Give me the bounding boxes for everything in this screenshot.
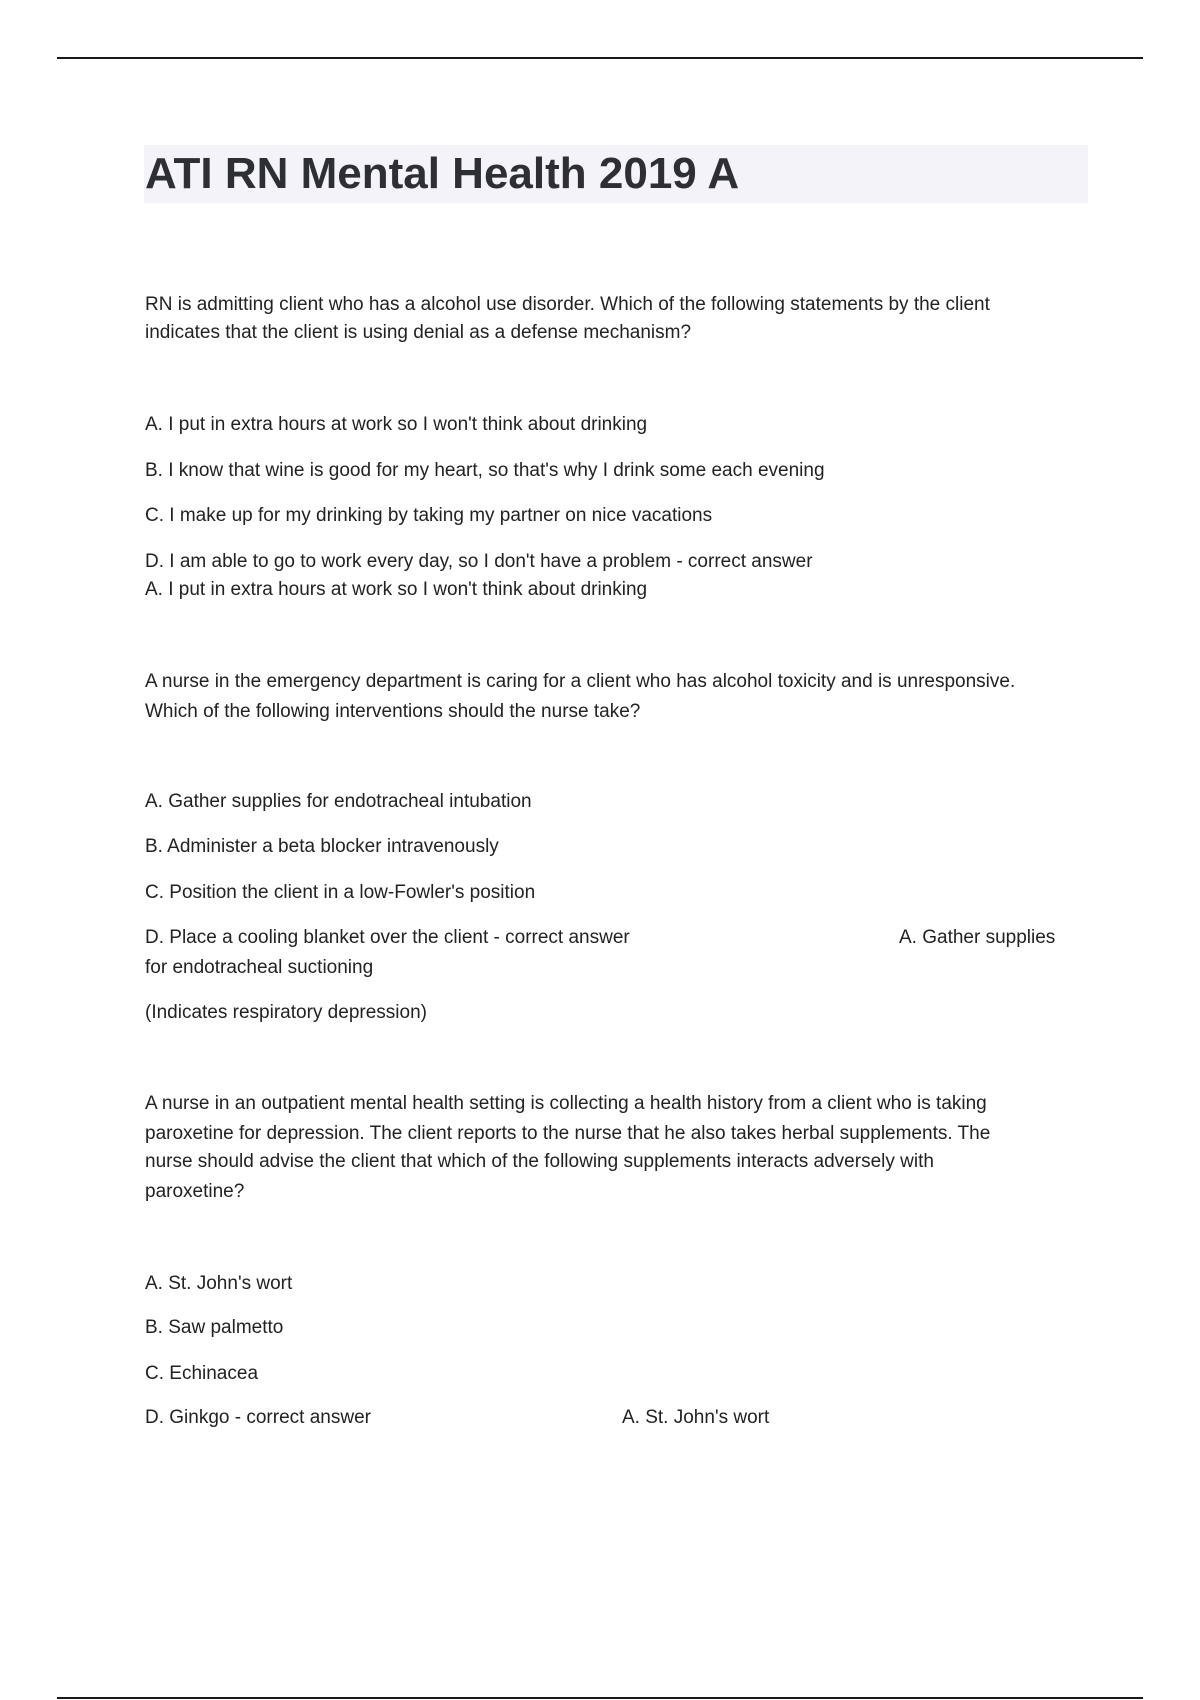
question-2-option-a: A. Gather supplies for endotracheal intubation: [145, 791, 532, 812]
question-2-stem-line-1: A nurse in the emergency department is caring for a client who has alcohol toxicity and is unresponsive.: [145, 671, 1016, 692]
question-3-stem-line-3: nurse should advise the client that which of the following supplements interacts adversely with: [145, 1151, 934, 1172]
question-2-option-c: C. Position the client in a low-Fowler's position: [145, 882, 536, 903]
question-2-option-b: B. Administer a beta blocker intravenously: [145, 836, 499, 857]
question-1-option-a: A. I put in extra hours at work so I won't think about drinking: [145, 414, 648, 435]
question-3-option-b: B. Saw palmetto: [145, 1317, 284, 1338]
question-2-answer-continued: for endotracheal suctioning: [145, 957, 374, 978]
question-1-stem-line-1: RN is admitting client who has a alcohol use disorder. Which of the following statements by the client: [145, 294, 990, 315]
question-3-stem-line-4: paroxetine?: [145, 1181, 245, 1202]
question-3-option-c: C. Echinacea: [145, 1363, 259, 1384]
question-2-answer: A. Gather supplies: [899, 927, 1056, 948]
question-3-option-a: A. St. John's wort: [145, 1273, 293, 1294]
question-3-answer: A. St. John's wort: [622, 1407, 770, 1428]
question-3-option-d: D. Ginkgo - correct answer: [145, 1407, 371, 1428]
question-3-stem-line-1: A nurse in an outpatient mental health setting is collecting a health history from a client who is taking: [145, 1093, 987, 1114]
bottom-rule: [57, 1697, 1143, 1699]
document-title: ATI RN Mental Health 2019 A: [145, 149, 740, 198]
question-1-answer: A. I put in extra hours at work so I won't think about drinking: [145, 579, 648, 600]
question-1-option-b: B. I know that wine is good for my heart, so that's why I drink some each evening: [145, 460, 825, 481]
question-3-stem-line-2: paroxetine for depression. The client reports to the nurse that he also takes herbal supplements. The: [145, 1123, 991, 1144]
question-2-stem-line-2: Which of the following interventions should the nurse take?: [145, 701, 641, 722]
top-rule: [57, 57, 1143, 59]
question-1-stem-line-2: indicates that the client is using denial as a defense mechanism?: [145, 322, 692, 343]
question-2-note: (Indicates respiratory depression): [145, 1002, 427, 1023]
question-1-option-c: C. I make up for my drinking by taking my partner on nice vacations: [145, 505, 713, 526]
question-2-option-d: D. Place a cooling blanket over the client - correct answer: [145, 927, 630, 948]
question-1-option-d: D. I am able to go to work every day, so I don't have a problem - correct answer: [145, 551, 813, 572]
